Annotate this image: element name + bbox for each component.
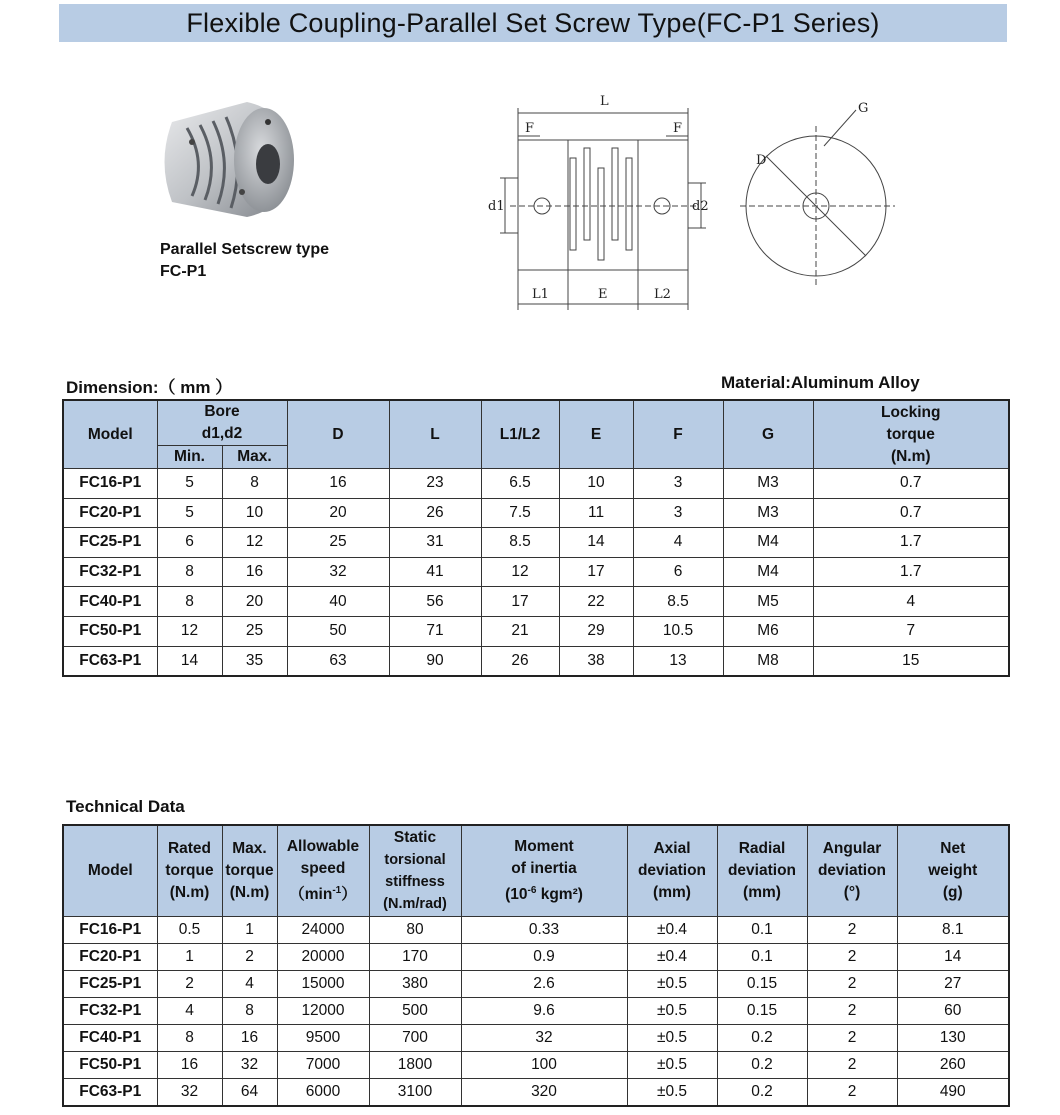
table-cell: 8.5 bbox=[633, 587, 723, 617]
table-row bbox=[63, 616, 1009, 646]
tcol-rated-1: Rated bbox=[167, 840, 212, 857]
tcol-max-3: (N.m) bbox=[229, 884, 270, 901]
tcol-stiff-1: Static bbox=[393, 829, 437, 846]
tcol-max-1: Max. bbox=[232, 840, 267, 857]
model-cell: FC25-P1 bbox=[63, 528, 157, 558]
technical-label: Technical Data bbox=[66, 797, 185, 816]
col-model: Model bbox=[63, 400, 157, 469]
table-cell: 32 bbox=[222, 1052, 277, 1079]
col-torque-line1: Locking bbox=[881, 403, 941, 421]
col-E: E bbox=[559, 400, 633, 469]
table-cell: ±0.5 bbox=[627, 998, 717, 1025]
tcol-stiff-4: (N.m/rad) bbox=[383, 896, 447, 912]
table-cell: 0.2 bbox=[717, 1025, 807, 1052]
col-bore-min: Min. bbox=[157, 446, 222, 469]
table-cell: 16 bbox=[287, 469, 389, 499]
tcol-inertia-1: Moment bbox=[514, 837, 574, 855]
table-cell: 130 bbox=[897, 1025, 1009, 1052]
tcol-model: Model bbox=[63, 825, 157, 917]
table-row bbox=[63, 498, 1009, 528]
table-cell: 490 bbox=[897, 1079, 1009, 1107]
table-cell: 90 bbox=[389, 646, 481, 676]
table-cell: M4 bbox=[723, 528, 813, 558]
tcol-inertia-3 bbox=[462, 880, 627, 906]
table-row bbox=[63, 971, 1009, 998]
label-D: D bbox=[756, 153, 767, 168]
page-title-bar bbox=[59, 4, 1007, 42]
table-row bbox=[63, 1079, 1009, 1107]
label-E: E bbox=[598, 287, 608, 302]
tcol-inertia-unit: kgm²) bbox=[536, 886, 583, 904]
table-cell: 27 bbox=[897, 971, 1009, 998]
col-bore-max: Max. bbox=[222, 446, 287, 469]
table-cell: 10.5 bbox=[633, 616, 723, 646]
table-cell: 25 bbox=[287, 528, 389, 558]
table-cell: M5 bbox=[723, 587, 813, 617]
tcol-angular-3: (°) bbox=[843, 884, 861, 901]
table-cell: 0.1 bbox=[717, 917, 807, 944]
tcol-radial-2: deviation bbox=[727, 862, 797, 879]
tcol-axial-1: Axial bbox=[653, 840, 691, 857]
label-F-right: F bbox=[673, 121, 683, 136]
col-torque-line2: torque bbox=[886, 425, 935, 443]
table-cell: 4 bbox=[222, 971, 277, 998]
table-cell: 80 bbox=[369, 917, 461, 944]
label-G: G bbox=[858, 101, 869, 116]
table-cell: ±0.5 bbox=[627, 1052, 717, 1079]
table-cell: 260 bbox=[897, 1052, 1009, 1079]
table-cell: 20000 bbox=[277, 944, 369, 971]
table-cell: 14 bbox=[157, 646, 222, 676]
col-torque-line3: (N.m) bbox=[890, 447, 931, 465]
table-cell: 31 bbox=[389, 528, 481, 558]
table-cell: 32 bbox=[287, 557, 389, 587]
table-row bbox=[63, 646, 1009, 676]
table-cell: 4 bbox=[813, 587, 1009, 617]
table-cell: ±0.5 bbox=[627, 1079, 717, 1107]
table-cell: 38 bbox=[559, 646, 633, 676]
table-cell: 0.15 bbox=[717, 971, 807, 998]
table-cell: 16 bbox=[222, 557, 287, 587]
table-cell: 0.1 bbox=[717, 944, 807, 971]
tcol-angular-1: Angular bbox=[822, 840, 882, 857]
tcol-angular bbox=[807, 825, 897, 917]
tcol-axial-3: (mm) bbox=[653, 884, 691, 901]
table-cell: 2 bbox=[807, 1052, 897, 1079]
table-cell: 1.7 bbox=[813, 528, 1009, 558]
tcol-max-torque bbox=[222, 825, 277, 917]
table-cell: 2 bbox=[807, 944, 897, 971]
col-D: D bbox=[287, 400, 389, 469]
table-cell: 9500 bbox=[277, 1025, 369, 1052]
table-cell: 12 bbox=[481, 557, 559, 587]
table-cell: 3 bbox=[633, 498, 723, 528]
table-cell: 25 bbox=[222, 616, 287, 646]
tcol-axial bbox=[627, 825, 717, 917]
tcol-weight bbox=[897, 825, 1009, 917]
label-F-left: F bbox=[525, 121, 535, 136]
col-L: L bbox=[389, 400, 481, 469]
table-cell: 2 bbox=[222, 944, 277, 971]
tcol-radial-1: Radial bbox=[738, 840, 786, 857]
table-cell: 22 bbox=[559, 587, 633, 617]
table-cell: 2 bbox=[807, 1079, 897, 1107]
table-cell: 380 bbox=[369, 971, 461, 998]
table-cell: 8 bbox=[222, 998, 277, 1025]
table-cell: 71 bbox=[389, 616, 481, 646]
tcol-angular-2: deviation bbox=[817, 862, 887, 879]
table-cell: 17 bbox=[559, 557, 633, 587]
table-cell: M6 bbox=[723, 616, 813, 646]
table-cell: 8.1 bbox=[897, 917, 1009, 944]
tcol-rated-3: (N.m) bbox=[169, 884, 210, 901]
table-cell: 12000 bbox=[277, 998, 369, 1025]
tcol-rated-2: torque bbox=[165, 862, 214, 879]
table-cell: 4 bbox=[157, 998, 222, 1025]
table-cell: 10 bbox=[559, 469, 633, 499]
table-cell: 20 bbox=[287, 498, 389, 528]
model-cell: FC32-P1 bbox=[63, 557, 157, 587]
model-cell: FC63-P1 bbox=[63, 646, 157, 676]
tcol-inertia-base: (10 bbox=[505, 886, 528, 904]
table-cell: 63 bbox=[287, 646, 389, 676]
col-F: F bbox=[633, 400, 723, 469]
table-cell: 11 bbox=[559, 498, 633, 528]
tcol-speed-1: Allowable bbox=[286, 837, 360, 855]
table-cell: 0.7 bbox=[813, 469, 1009, 499]
dimension-table bbox=[62, 399, 1010, 677]
label-d2: d2 bbox=[692, 199, 709, 214]
table-cell: 2 bbox=[807, 1025, 897, 1052]
table-cell: 100 bbox=[461, 1052, 627, 1079]
table-cell: 26 bbox=[481, 646, 559, 676]
model-cell: FC40-P1 bbox=[63, 1025, 157, 1052]
table-cell: M4 bbox=[723, 557, 813, 587]
table-cell: 14 bbox=[897, 944, 1009, 971]
table-cell: 3 bbox=[633, 469, 723, 499]
table-row bbox=[63, 917, 1009, 944]
tcol-speed-3 bbox=[278, 880, 369, 906]
table-row bbox=[63, 528, 1009, 558]
table-cell: 50 bbox=[287, 616, 389, 646]
tcol-speed-close: ） bbox=[341, 886, 357, 904]
table-cell: 7 bbox=[813, 616, 1009, 646]
table-cell: M3 bbox=[723, 469, 813, 499]
label-L2: L2 bbox=[654, 287, 671, 302]
tcol-axial-2: deviation bbox=[637, 862, 707, 879]
tcol-max-2: torque bbox=[225, 862, 274, 879]
tcol-speed-exp: -1 bbox=[332, 884, 342, 896]
table-cell: 6.5 bbox=[481, 469, 559, 499]
table-cell: M8 bbox=[723, 646, 813, 676]
tcol-weight-2: weight bbox=[928, 862, 978, 879]
table-cell: 10 bbox=[222, 498, 287, 528]
tcol-weight-3: (g) bbox=[942, 884, 963, 901]
table-cell: 64 bbox=[222, 1079, 277, 1107]
col-L1L2: L1/L2 bbox=[481, 400, 559, 469]
tcol-radial bbox=[717, 825, 807, 917]
page-title: Flexible Coupling-Parallel Set Screw Type(FC-P1 Series) bbox=[186, 7, 880, 38]
technical-table bbox=[62, 824, 1010, 1107]
tcol-inertia-2: of inertia bbox=[511, 859, 577, 877]
caption-type: Parallel Setscrew type bbox=[160, 241, 329, 258]
tcol-radial-3: (mm) bbox=[743, 884, 781, 901]
table-cell: 26 bbox=[389, 498, 481, 528]
table-cell: 1.7 bbox=[813, 557, 1009, 587]
coupling-photo bbox=[152, 92, 312, 227]
table-cell: 15 bbox=[813, 646, 1009, 676]
table-cell: 13 bbox=[633, 646, 723, 676]
table-cell: 2.6 bbox=[461, 971, 627, 998]
table-cell: 32 bbox=[157, 1079, 222, 1107]
material-label: Material:Aluminum Alloy bbox=[721, 373, 920, 392]
label-d1: d1 bbox=[488, 199, 505, 214]
front-view-drawing bbox=[740, 96, 900, 286]
table-cell: 6000 bbox=[277, 1079, 369, 1107]
table-cell: 700 bbox=[369, 1025, 461, 1052]
table-cell: M3 bbox=[723, 498, 813, 528]
table-cell: 6 bbox=[157, 528, 222, 558]
table-cell: 14 bbox=[559, 528, 633, 558]
col-bore-line2: d1,d2 bbox=[201, 425, 243, 442]
table-cell: 0.33 bbox=[461, 917, 627, 944]
table-cell: 2 bbox=[807, 917, 897, 944]
table-cell: 24000 bbox=[277, 917, 369, 944]
table-cell: 7000 bbox=[277, 1052, 369, 1079]
table-cell: 170 bbox=[369, 944, 461, 971]
model-cell: FC63-P1 bbox=[63, 1079, 157, 1107]
table-cell: 41 bbox=[389, 557, 481, 587]
table-cell: 29 bbox=[559, 616, 633, 646]
col-bore bbox=[157, 400, 287, 446]
table-cell: 40 bbox=[287, 587, 389, 617]
table-row bbox=[63, 587, 1009, 617]
model-cell: FC16-P1 bbox=[63, 469, 157, 499]
table-cell: 8 bbox=[222, 469, 287, 499]
table-cell: 0.2 bbox=[717, 1052, 807, 1079]
table-cell: ±0.5 bbox=[627, 1025, 717, 1052]
tcol-stiff-3: stiffness bbox=[385, 874, 445, 890]
table-cell: 1 bbox=[157, 944, 222, 971]
table-cell: 35 bbox=[222, 646, 287, 676]
table-cell: 2 bbox=[807, 998, 897, 1025]
label-L1: L1 bbox=[532, 287, 549, 302]
table-cell: ±0.4 bbox=[627, 944, 717, 971]
table-row bbox=[63, 469, 1009, 499]
col-G: G bbox=[723, 400, 813, 469]
table-cell: 32 bbox=[461, 1025, 627, 1052]
table-row bbox=[63, 1025, 1009, 1052]
table-cell: 15000 bbox=[277, 971, 369, 998]
model-cell: FC40-P1 bbox=[63, 587, 157, 617]
table-cell: 23 bbox=[389, 469, 481, 499]
tcol-weight-1: Net bbox=[940, 840, 966, 857]
col-bore-line1: Bore bbox=[204, 403, 240, 420]
model-cell: FC50-P1 bbox=[63, 616, 157, 646]
model-cell: FC16-P1 bbox=[63, 917, 157, 944]
table-cell: 8 bbox=[157, 1025, 222, 1052]
tcol-rated-torque bbox=[157, 825, 222, 917]
table-cell: 8 bbox=[157, 557, 222, 587]
table-cell: 500 bbox=[369, 998, 461, 1025]
table-cell: 5 bbox=[157, 469, 222, 499]
tcol-stiff-2: torsional bbox=[384, 852, 446, 868]
table-cell: 6 bbox=[633, 557, 723, 587]
table-row bbox=[63, 1052, 1009, 1079]
tcol-speed bbox=[277, 825, 369, 917]
table-row bbox=[63, 944, 1009, 971]
table-cell: 12 bbox=[222, 528, 287, 558]
table-cell: 12 bbox=[157, 616, 222, 646]
table-cell: ±0.5 bbox=[627, 971, 717, 998]
model-cell: FC20-P1 bbox=[63, 944, 157, 971]
table-cell: 1 bbox=[222, 917, 277, 944]
tcol-stiffness bbox=[369, 825, 461, 917]
table-cell: 0.15 bbox=[717, 998, 807, 1025]
photo-caption bbox=[160, 239, 329, 283]
table-cell: 320 bbox=[461, 1079, 627, 1107]
side-view-drawing bbox=[470, 78, 710, 314]
table-cell: 16 bbox=[222, 1025, 277, 1052]
table-cell: 8 bbox=[157, 587, 222, 617]
tcol-speed-2: speed bbox=[300, 859, 346, 877]
table-cell: 16 bbox=[157, 1052, 222, 1079]
model-cell: FC25-P1 bbox=[63, 971, 157, 998]
table-cell: 17 bbox=[481, 587, 559, 617]
col-locking-torque bbox=[813, 400, 1009, 469]
tcol-inertia-exp: -6 bbox=[527, 884, 537, 896]
table-cell: 1800 bbox=[369, 1052, 461, 1079]
table-cell: 7.5 bbox=[481, 498, 559, 528]
table-cell: 0.7 bbox=[813, 498, 1009, 528]
table-cell: 20 bbox=[222, 587, 287, 617]
tcol-speed-unit: （min bbox=[289, 886, 333, 904]
table-cell: ±0.4 bbox=[627, 917, 717, 944]
table-cell: 8.5 bbox=[481, 528, 559, 558]
model-cell: FC50-P1 bbox=[63, 1052, 157, 1079]
table-cell: 9.6 bbox=[461, 998, 627, 1025]
table-cell: 4 bbox=[633, 528, 723, 558]
table-cell: 0.2 bbox=[717, 1079, 807, 1107]
table-cell: 2 bbox=[807, 971, 897, 998]
dimension-label: Dimension:（ mm ） bbox=[66, 378, 233, 397]
table-cell: 3100 bbox=[369, 1079, 461, 1107]
table-cell: 21 bbox=[481, 616, 559, 646]
table-row bbox=[63, 998, 1009, 1025]
caption-model: FC-P1 bbox=[160, 263, 207, 280]
model-cell: FC32-P1 bbox=[63, 998, 157, 1025]
table-cell: 2 bbox=[157, 971, 222, 998]
table-cell: 5 bbox=[157, 498, 222, 528]
tcol-inertia bbox=[461, 825, 627, 917]
table-cell: 0.5 bbox=[157, 917, 222, 944]
label-L: L bbox=[600, 94, 609, 109]
table-cell: 0.9 bbox=[461, 944, 627, 971]
table-cell: 60 bbox=[897, 998, 1009, 1025]
model-cell: FC20-P1 bbox=[63, 498, 157, 528]
table-cell: 56 bbox=[389, 587, 481, 617]
table-row bbox=[63, 557, 1009, 587]
